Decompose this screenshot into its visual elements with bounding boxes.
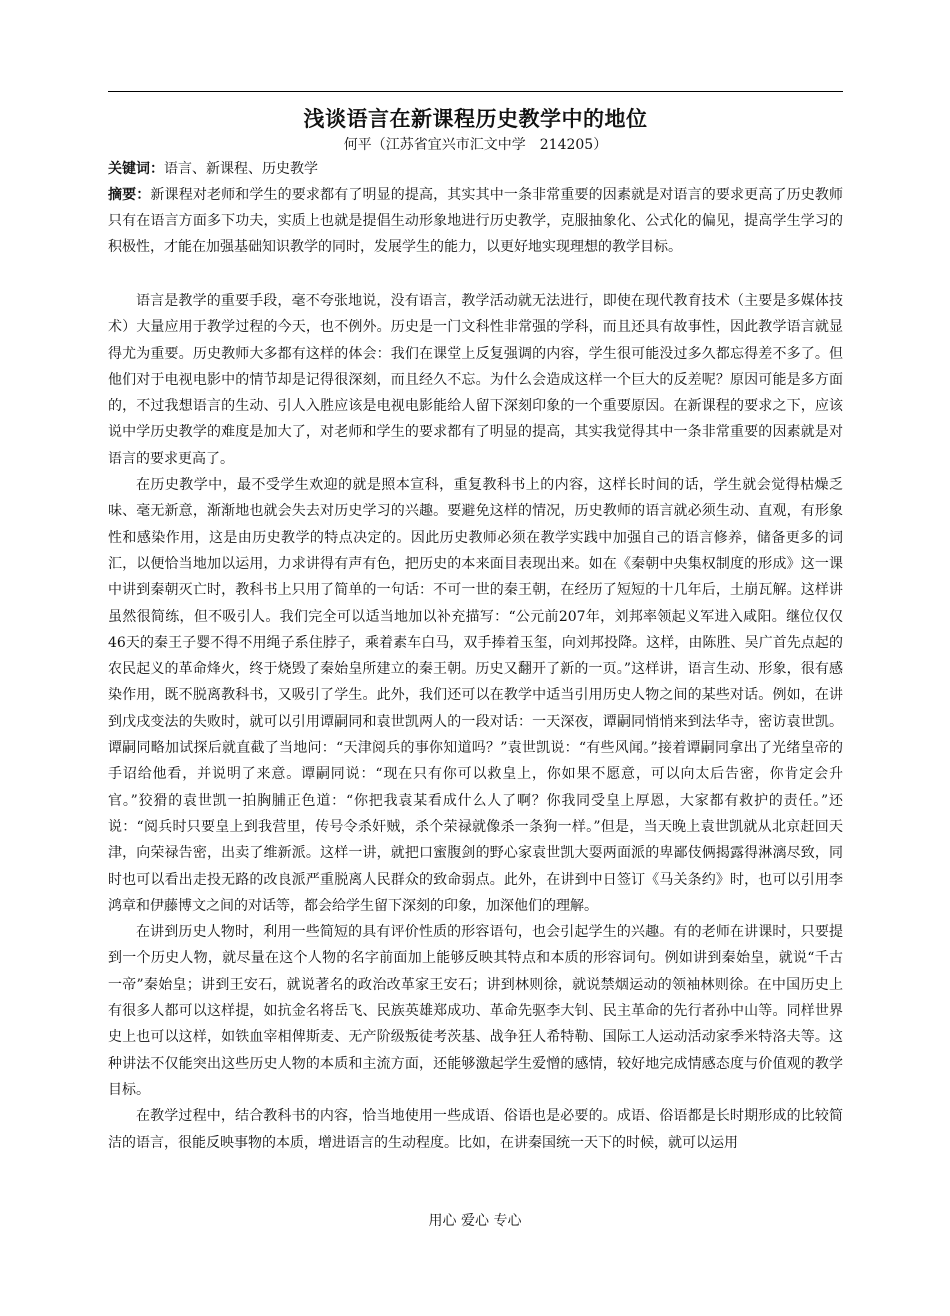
body-paragraph-2: 在历史教学中，最不受学生欢迎的就是照本宣科，重复教科书上的内容，这样长时间的话，学生就会觉得枯燥乏味、毫无新意，渐渐地也就会失去对历史学习的兴趣。要避免这样的情况，历史教师的语言就必须生动、直观，有形象性和感染作用，这是由历史教学的特点决定的。因此历史教师必须在教学实践中加强自己的语言修养，储备更多的词汇，以便恰当地加以运用，力求讲得有声有色，把历史的本来面目表现出来。如在《秦朝中央集权制度的形成》这一课中讲到秦朝灭亡时，教科书上只用了简单的一句话：不可一世的秦王朝，在经历了短短的十几年后，土崩瓦解。这样讲虽然很简练，但不吸引人。我们完全可以适当地加以补充描写：“公元前207年，刘邦率领起义军进入咸阳。继位仅仅46天的秦王子婴不得不用绳子系住脖子，乘着素车白马，双手捧着玉玺，向刘邦投降。这样，由陈胜、吴广首先点起的农民起义的革命烽火，终于烧毁了秦始皇所建立的秦王朝。历史又翻开了新的一页。”这样讲，语言生动、形象，很有感染作用，既不脱离教科书，又吸引了学生。此外，我们还可以在教学中适当引用历史人物之间的某些对话。例如，在讲到戊戌变法的失败时，就可以引用谭嗣同和袁世凯两人的一段对话：一天深夜，谭嗣同悄悄来到法华寺，密访袁世凯。谭嗣同略加试探后就直截了当地问：“天津阅兵的事你知道吗？”袁世凯说：“有些风闻。”接着谭嗣同拿出了光绪皇帝的手诏给他看，并说明了来意。谭嗣同说：“现在只有你可以救皇上，你如果不愿意，可以向太后告密，你肯定会升官。”狡猾的袁世凯一拍胸脯正色道：“你把我袁某看成什么人了啊？你我同受皇上厚恩，大家都有救护的责任。”还说：“阅兵时只要皇上到我营里，传号令杀奸贼，杀个荣禄就像杀一条狗一样。”但是，当天晚上袁世凯就从北京赶回天津，向荣禄告密，出卖了维新派。这样一讲，就把口蜜腹剑的野心家袁世凯大耍两面派的卑鄙伎俩揭露得淋漓尽致，同时也可以看出走投无路的改良派严重脱离人民群众的致命弱点。此外，在讲到中日签订《马关条约》时，也可以引用李鸿章和伊藤博文之间的对话等，都会给学生留下深刻的印象，加深他们的理解。	[108, 477, 843, 914]
section-gap	[108, 260, 843, 288]
body-paragraph-1: 语言是教学的重要手段，毫不夸张地说，没有语言，教学活动就无法进行，即使在现代教育技术（主要是多媒体技术）大量应用于教学过程的今天，也不例外。历史是一门文科性非常强的学科，而且还具有故事性，因此教学语言就显得尤为重要。历史教师大多都有这样的体会：我们在课堂上反复强调的内容，学生很可能没过多久都忘得差不多了。但他们对于电视电影中的情节却是记得很深刻，而且经久不忘。为什么会造成这样一个巨大的反差呢？原因可能是多方面的，不过我想语言的生动、引人入胜应该是电视电影能给人留下深刻印象的一个重要原因。在新课程的要求之下，应该说中学历史教学的难度是加大了，对老师和学生的要求都有了明显的提高，其实我觉得其中一条非常重要的因素就是对语言的要求更高了。	[108, 293, 843, 467]
abstract-line	[108, 182, 843, 260]
keywords-line	[108, 156, 843, 182]
body-paragraph-3: 在讲到历史人物时，利用一些简短的具有评价性质的形容语句，也会引起学生的兴趣。有的老师在讲课时，只要提到一个历史人物，就尽量在这个人物的名字前面加上能够反映其特点和本质的形容词句。例如讲到秦始皇，就说“千古一帝”秦始皇；讲到王安石，就说著名的政治改革家王安石；讲到林则徐，就说禁烟运动的领袖林则徐。在中国历史上有很多人都可以这样提，如抗金名将岳飞、民族英雄郑成功、革命先驱李大钊、民主革命的先行者孙中山等。同样世界史上也可以这样，如铁血宰相俾斯麦、无产阶级叛徒考茨基、战争狂人希特勒、国际工人运动活动家季米特洛夫等。这种讲法不仅能突出这些历史人物的本质和主流方面，还能够激起学生爱憎的感情，较好地完成情感态度与价值观的教学目标。	[108, 924, 843, 1098]
body-paragraph-4: 在教学过程中，结合教科书的内容，恰当地使用一些成语、俗语也是必要的。成语、俗语都是长时期形成的比较简洁的语言，很能反映事物的本质，增进语言的生动程度。比如，在讲秦国统一天下的时候，就可以运用	[108, 1108, 843, 1151]
page-footer: 用心 爱心 专心	[428, 1213, 522, 1229]
article-title: 浅谈语言在新课程历史教学中的地位	[303, 107, 648, 131]
keywords-label: 关键词：	[108, 161, 164, 177]
article-body	[108, 100, 843, 1156]
abstract-label: 摘要：	[108, 187, 151, 203]
keywords-text: 语言、新课程、历史教学	[164, 161, 318, 177]
header-rule	[108, 91, 843, 92]
author-line: 何平（江苏省宜兴市汇文中学 214205）	[343, 137, 608, 153]
abstract-text: 新课程对老师和学生的要求都有了明显的提高，其实其中一条非常重要的因素就是对语言的要求更高了历史教师只有在语言方面多下功夫，实质上也就是提倡生动形象地进行历史教学，克服抽象化、公式化的偏见，提高学生学习的积极性，才能在加强基础知识教学的同时，发展学生的能力，以更好地实现理想的教学目标。	[108, 187, 844, 255]
